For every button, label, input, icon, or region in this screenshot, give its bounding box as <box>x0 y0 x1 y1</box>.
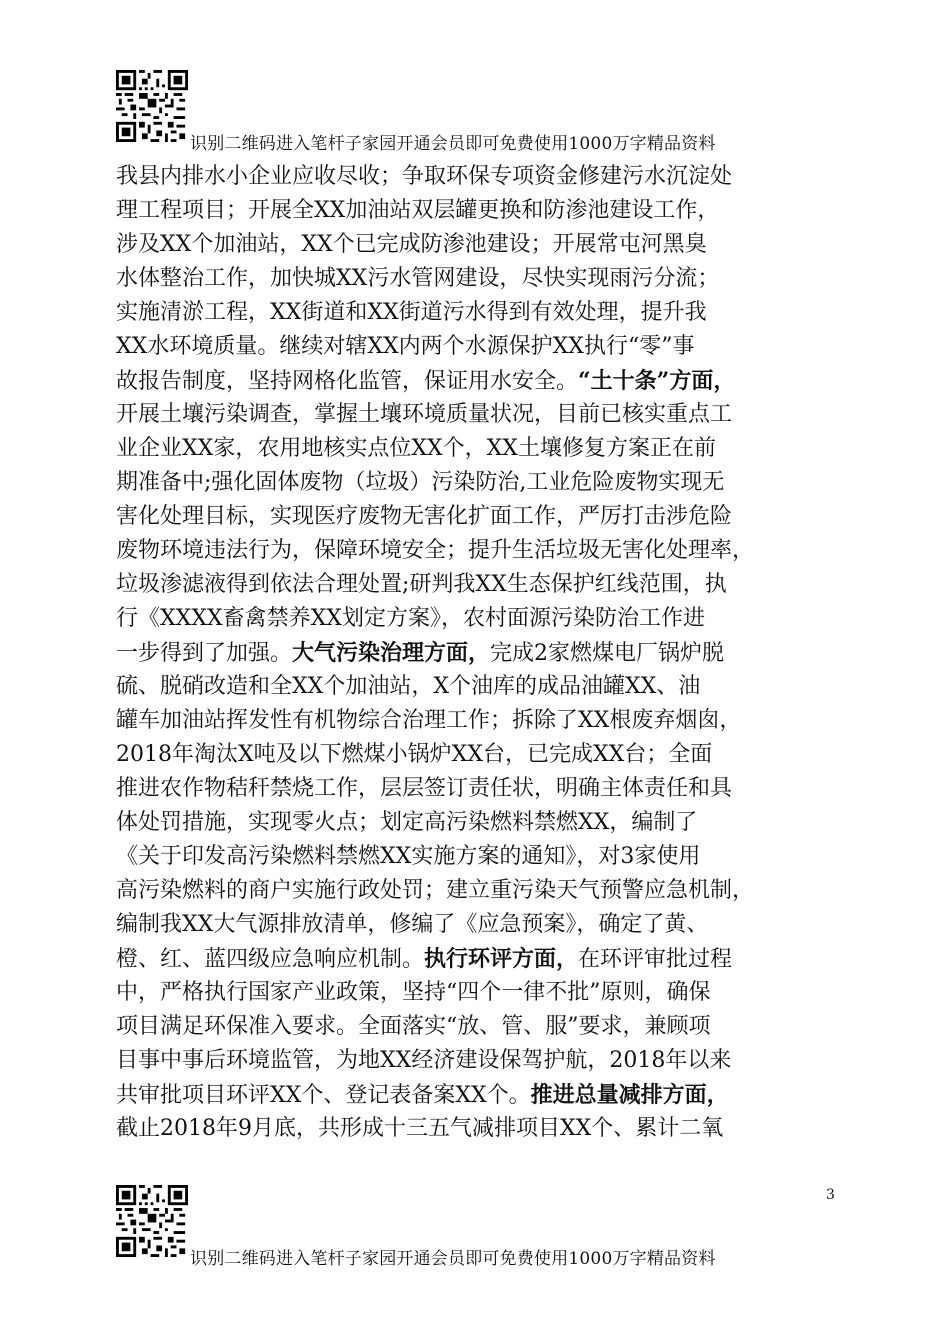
text-segment: 行《XXXX畜禽禁养XX划定方案》，农村面源污染防治工作进 <box>116 606 705 631</box>
text-line <box>116 806 851 840</box>
text-line <box>116 432 851 466</box>
text-line <box>116 602 851 636</box>
text-line <box>116 330 851 364</box>
text-line <box>116 1010 851 1044</box>
bold-heading-phrase: 大气污染治理方面， <box>292 640 491 666</box>
text-line <box>116 908 851 942</box>
text-segment: 截止2018年9月底，共形成十三五气减排项目XX个、累计二氧 <box>116 1116 724 1141</box>
text-segment: 高污染燃料的商户实施行政处罚；建立重污染天气预警应急机制， <box>116 878 755 903</box>
text-line <box>116 568 851 602</box>
text-segment: 编制我XX大气源排放清单，修编了《应急预案》，确定了黄、 <box>116 912 709 937</box>
promo-banner-bottom: 识别二维码进入笔杆子家园开通会员即可免费使用1000万字精品资料 <box>190 1249 716 1269</box>
text-line <box>116 466 851 500</box>
promo-banner-top: 识别二维码进入笔杆子家园开通会员即可免费使用1000万字精品资料 <box>190 134 716 154</box>
bold-heading-phrase: 推进总量减排方面， <box>530 1082 729 1108</box>
text-segment: 一步得到了加强。 <box>116 641 293 666</box>
text-line <box>116 194 851 228</box>
text-segment: 推进农作物秸秆禁烧工作，层层签订责任状，明确主体责任和具 <box>116 776 733 801</box>
text-line <box>116 874 851 908</box>
text-line <box>116 398 851 432</box>
text-segment: 2018年淘汰X吨及以下燃煤小锅炉XX台，已完成XX台；全面 <box>116 742 713 767</box>
text-segment: 垃圾渗滤液得到依法合理处置;研判我XX生态保护红线范围，执 <box>116 572 727 597</box>
text-segment: 目事中事后环境监管，为地XX经济建设保驾护航，2018年以来 <box>116 1048 732 1073</box>
text-line <box>116 636 851 670</box>
text-line <box>116 500 851 534</box>
bold-heading-phrase: 执行环评方面， <box>424 946 579 972</box>
text-segment: 害化处理目标，实现医疗废物无害化扩面工作，严厉打击涉危险 <box>116 504 733 529</box>
text-line <box>116 704 851 738</box>
page-number: 3 <box>826 1187 835 1203</box>
text-line <box>116 1112 851 1146</box>
text-segment: 完成2家燃煤电厂锅炉脱 <box>490 641 725 666</box>
text-segment: 废物环境违法行为，保障环境安全；提升生活垃圾无害化处理率， <box>116 538 755 563</box>
text-segment: XX水环境质量。继续对辖XX内两个水源保护XX执行“零”事 <box>116 334 695 359</box>
text-line <box>116 262 851 296</box>
text-line <box>116 738 851 772</box>
text-segment: 体处罚措施，实现零火点；划定高污染燃料禁燃XX，编制了 <box>116 810 698 835</box>
document-body <box>116 160 851 1146</box>
text-segment: 理工程项目；开展全XX加油站双层罐更换和防渗池建设工作， <box>116 198 720 223</box>
text-segment: 期准备中;强化固体废物（垃圾）污染防治,工业危险废物实现无 <box>116 470 725 495</box>
text-line <box>116 670 851 704</box>
text-segment: 罐车加油站挥发性有机物综合治理工作；拆除了XX根废弃烟囱， <box>116 708 742 733</box>
text-segment: 项目满足环保准入要求。全面落实“放、管、服”要求，兼顾项 <box>116 1014 711 1039</box>
text-line <box>116 1078 851 1112</box>
text-line <box>116 772 851 806</box>
text-segment: 橙、红、蓝四级应急响应机制。 <box>116 947 425 972</box>
bold-heading-phrase: “土十条”方面， <box>578 368 736 394</box>
text-line <box>116 228 851 262</box>
text-line <box>116 1044 851 1078</box>
text-segment: 在环评审批过程 <box>578 947 733 972</box>
text-segment: 共审批项目环评XX个、登记表备案XX个。 <box>116 1083 531 1108</box>
text-segment: 开展土壤污染调查，掌握土壤环境质量状况，目前已核实重点工 <box>116 402 733 427</box>
text-segment: 业企业XX家，农用地核实点位XX个，XX土壤修复方案正在前 <box>116 436 716 461</box>
qr-code-icon <box>116 1185 188 1257</box>
text-line <box>116 160 851 194</box>
text-line <box>116 840 851 874</box>
text-segment: 硫、脱硝改造和全XX个加油站，X个油库的成品油罐XX、油 <box>116 674 701 699</box>
text-line <box>116 942 851 976</box>
text-segment: 《关于印发高污染燃料禁燃XX实施方案的通知》，对3家使用 <box>116 844 701 869</box>
text-segment: 中，严格执行国家产业政策，坚持“四个一律不批”原则，确保 <box>116 980 711 1005</box>
text-segment: 故报告制度，坚持网格化监管，保证用水安全。 <box>116 369 579 394</box>
text-segment: 实施清淤工程，XX街道和XX街道污水得到有效处理，提升我 <box>116 300 707 325</box>
qr-code-icon <box>116 70 188 142</box>
text-segment: 涉及XX个加油站，XX个已完成防渗池建设；开展常屯河黑臭 <box>116 232 707 257</box>
text-segment: 水体整治工作，加快城XX污水管网建设，尽快实现雨污分流； <box>116 266 720 291</box>
text-line <box>116 534 851 568</box>
text-line <box>116 364 851 398</box>
text-line <box>116 296 851 330</box>
text-line <box>116 976 851 1010</box>
text-segment: 我县内排水小企业应收尽收；争取环保专项资金修建污水沉淀处 <box>116 164 733 189</box>
